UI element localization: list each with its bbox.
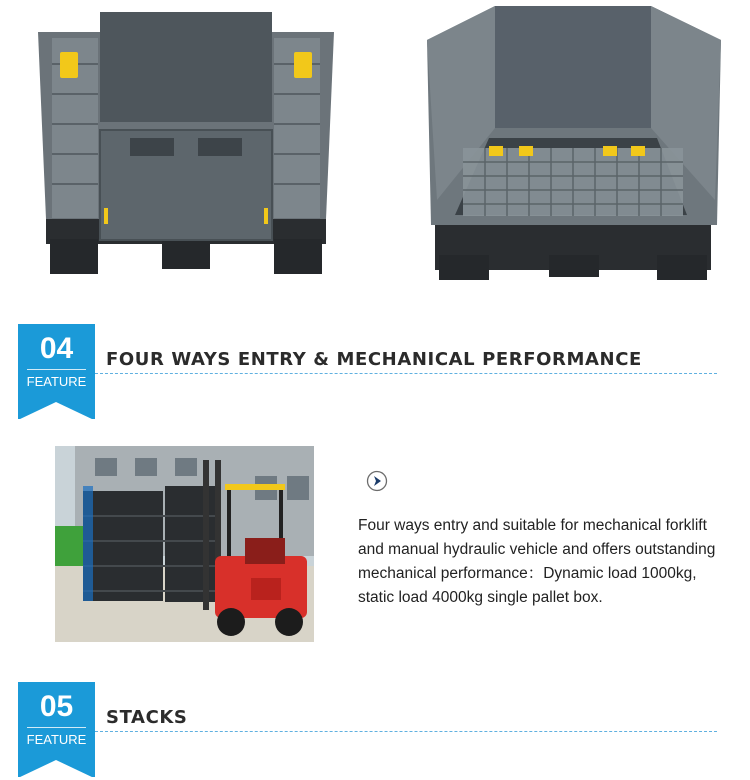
feature-description: Four ways entry and suitable for mechanical forklift and manual hydraulic vehicle and offers outstanding mechanical performance：Dynamic load 1000kg, static load 4000kg single pallet box. (358, 517, 716, 606)
badge-divider (27, 727, 86, 728)
dotted-divider (95, 373, 717, 374)
feature-number: 05 (39, 690, 74, 723)
feature-badge (18, 682, 95, 777)
dotted-divider (95, 731, 717, 732)
arrow-right-circle-icon (366, 470, 388, 492)
feature-label: FEATURE (26, 374, 87, 389)
feature-label: FEATURE (26, 732, 87, 747)
crate-side-open-photo (425, 0, 721, 280)
forklift-loading-photo (55, 446, 314, 642)
feature-badge (18, 324, 95, 419)
badge-divider (27, 369, 86, 370)
feature-title: FOUR WAYS ENTRY & MECHANICAL PERFORMANCE (106, 349, 642, 370)
crate-front-door-open-photo (38, 4, 334, 276)
feature-number: 04 (39, 332, 74, 365)
feature-title: STACKS (106, 707, 188, 728)
